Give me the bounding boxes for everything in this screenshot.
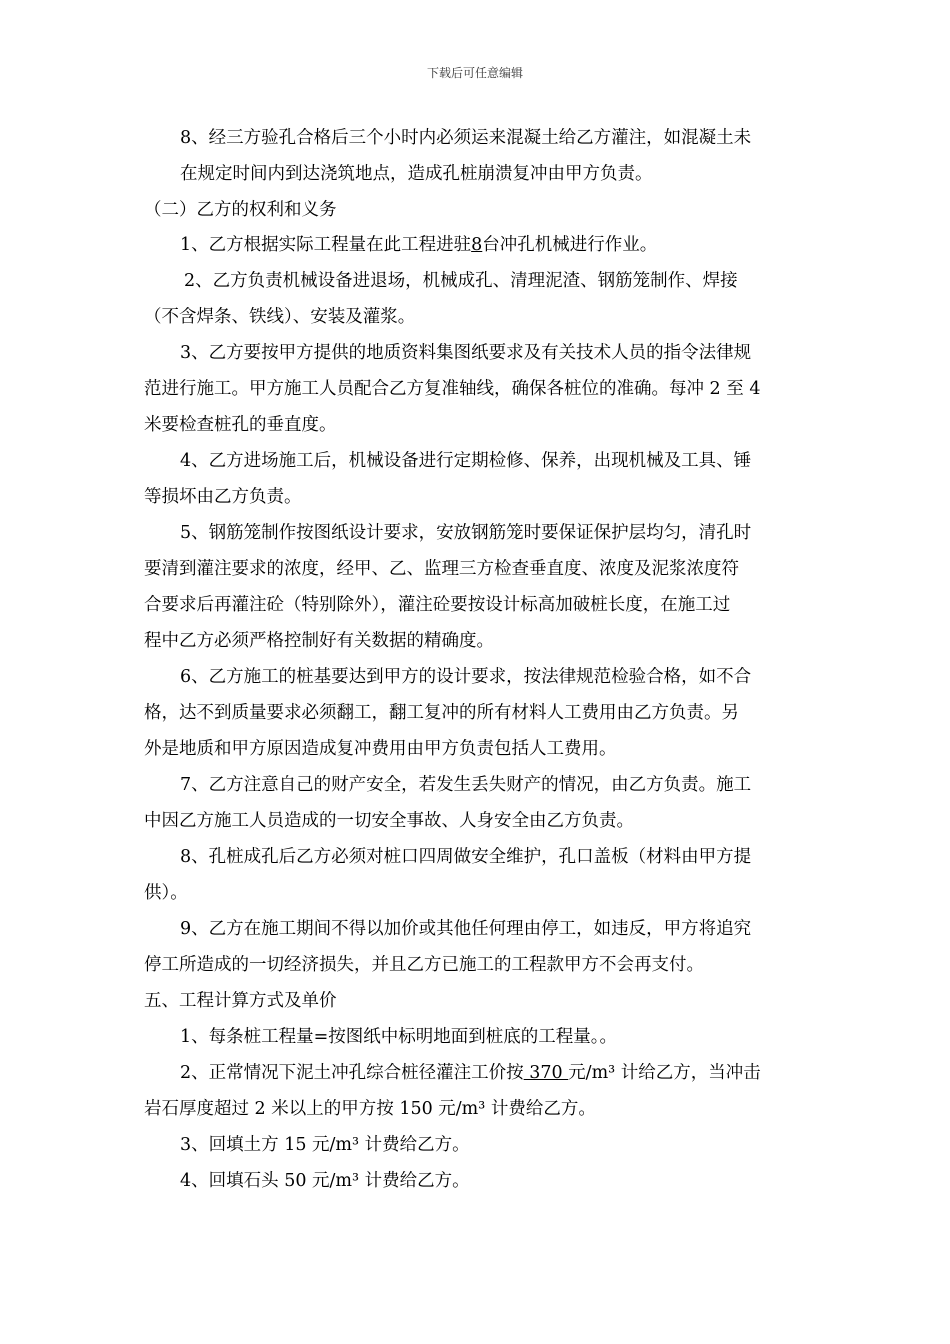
paragraph-line: 停工所造成的一切经济损失，并且乙方已施工的工程款甲方不会再支付。 [144,955,704,975]
paragraph-line: 7、乙方注意自己的财产安全，若发生丢失财产的情况，由乙方负责。施工 [180,775,752,795]
paragraph-line: 2、乙方负责机械设备进退场，机械成孔、清理泥渣、钢筋笼制作、焊接 [184,271,738,291]
paragraph-line: 程中乙方必须严格控制好有关数据的精确度。 [144,631,494,651]
paragraph-line: 8、孔桩成孔后乙方必须对桩口四周做安全维护，孔口盖板（材料由甲方提 [180,847,752,867]
paragraph-line: 5、钢筋笼制作按图纸设计要求，安放钢筋笼时要保证保护层均匀，清孔时 [180,523,752,543]
paragraph-line: 格，达不到质量要求必须翻工，翻工复冲的所有材料人工费用由乙方负责。另 [144,703,739,723]
paragraph-line: 4、乙方进场施工后，机械设备进行定期检修、保养，出现机械及工具、锤 [180,451,752,471]
page-header: 下载后可任意编辑 [426,66,523,80]
paragraph-line: 外是地质和甲方原因造成复冲费用由甲方负责包括人工费用。 [144,739,617,759]
text-run: 台冲孔机械进行作业。 [482,235,658,255]
paragraph-line: 要清到灌注要求的浓度，经甲、乙、监理三方检查垂直度、浓度及泥浆浓度符 [144,559,739,579]
text-run: 元/m³ 计给乙方，当冲击 [568,1063,761,1083]
paragraph-line: 米要检查桩孔的垂直度。 [144,415,337,435]
paragraph-line: 岩石厚度超过 2 米以上的甲方按 150 元/m³ 计费给乙方。 [144,1099,596,1119]
paragraph-line: 中因乙方施工人员造成的一切安全事故、人身安全由乙方负责。 [144,811,634,831]
paragraph-line [180,234,657,256]
paragraph-line: 3、乙方要按甲方提供的地质资料集图纸要求及有关技术人员的指令法律规 [180,343,752,363]
text-run: 1、乙方根据实际工程量在此工程进驻 [180,235,472,255]
paragraph-line: 在规定时间内到达浇筑地点，造成孔桩崩溃复冲由甲方负责。 [180,164,653,184]
paragraph-line [180,1062,761,1084]
paragraph-line: 范进行施工。甲方施工人员配合乙方复准轴线，确保各桩位的准确。每冲 2 至 4 [144,379,761,399]
paragraph-line: 3、回填土方 15 元/m³ 计费给乙方。 [180,1135,470,1155]
text-run: 2、正常情况下泥土冲孔综合桩径灌注工价按 [180,1063,524,1083]
paragraph-line: （不含焊条、铁线）、安装及灌浆。 [144,307,416,327]
section-heading: 五、工程计算方式及单价 [144,991,337,1011]
section-heading: （二）乙方的权利和义务 [144,200,337,220]
paragraph-line: 合要求后再灌注砼（特别除外），灌注砼要按设计标高加破桩长度，在施工过 [144,595,731,615]
paragraph-line: 1、每条桩工程量=按图纸中标明地面到桩底的工程量。。 [180,1027,618,1047]
paragraph-line: 6、乙方施工的桩基要达到甲方的设计要求，按法律规范检验合格，如不合 [180,667,752,687]
unit-price: 370 [523,1063,569,1083]
paragraph-line: 8、经三方验孔合格后三个小时内必须运来混凝土给乙方灌注，如混凝土未 [180,128,752,148]
paragraph-line: 等损坏由乙方负责。 [144,487,302,507]
paragraph-line: 9、乙方在施工期间不得以加价或其他任何理由停工，如违反，甲方将追究 [180,919,752,939]
paragraph-line: 4、回填石头 50 元/m³ 计费给乙方。 [180,1171,470,1191]
machine-count: 8 [471,235,483,255]
paragraph-line: 供）。 [144,883,188,903]
